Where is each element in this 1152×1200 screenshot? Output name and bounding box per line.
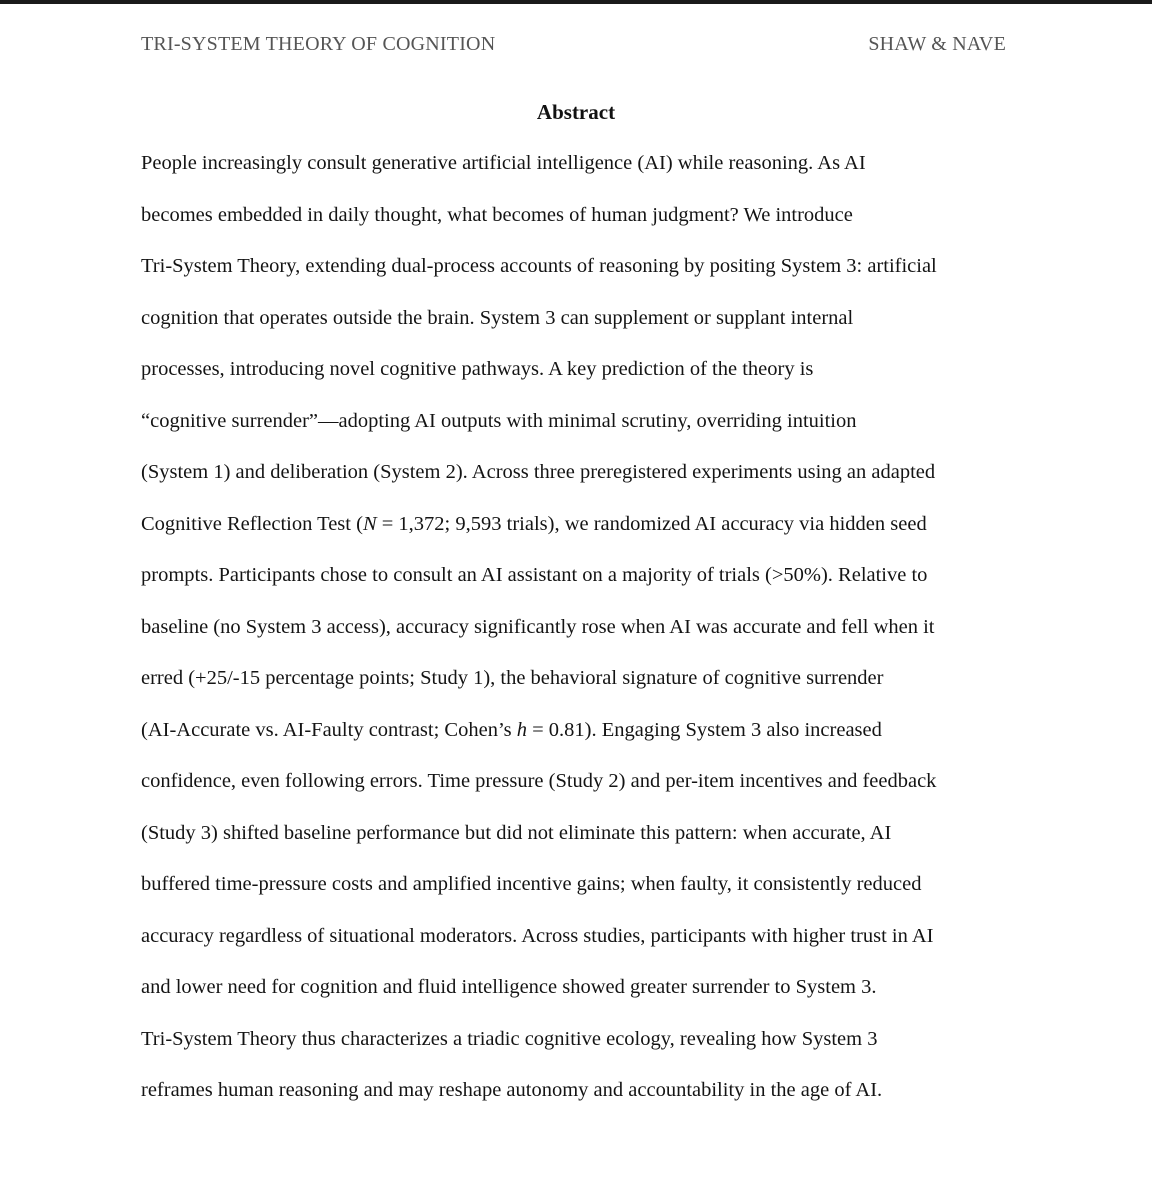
abstract-line: erred (+25/-15 percentage points; Study 1), the behavioral signature of cognitive surrender bbox=[141, 667, 884, 689]
abstract-line: (Study 3) shifted baseline performance but did not eliminate this pattern: when accurate, AI bbox=[141, 821, 892, 844]
abstract-body bbox=[141, 146, 1041, 1125]
abstract-line: (System 1) and deliberation (System 2). Across three preregistered experiments using an adapted bbox=[141, 461, 936, 483]
abstract-line: accuracy regardless of situational moderators. Across studies, participants with higher trust in AI bbox=[141, 924, 934, 947]
line-text-post: = 1,372; 9,593 trials), we randomized AI accuracy via hidden seed bbox=[376, 512, 927, 535]
top-edge-bar bbox=[0, 0, 1152, 4]
abstract-line: baseline (no System 3 access), accuracy significantly rose when AI was accurate and fell when it bbox=[141, 615, 935, 638]
abstract-line: and lower need for cognition and fluid intelligence showed greater surrender to System 3. bbox=[141, 976, 877, 998]
abstract-line-sample-size bbox=[141, 507, 1041, 559]
abstract-line: confidence, even following errors. Time pressure (Study 2) and per-item incentives and feedback bbox=[141, 770, 937, 792]
running-head-authors: SHAW & NAVE bbox=[868, 33, 1006, 55]
abstract-line-effect-size bbox=[141, 713, 1041, 765]
line-text-post: = 0.81). Engaging System 3 also increased bbox=[527, 718, 882, 741]
abstract-line: Tri-System Theory thus characterizes a triadic cognitive ecology, revealing how System 3 bbox=[141, 1027, 878, 1050]
abstract-line: buffered time-pressure costs and amplified incentive gains; when faulty, it consistently reduced bbox=[141, 873, 922, 895]
line-text-pre: Cognitive Reflection Test ( bbox=[141, 512, 363, 535]
abstract-line: processes, introducing novel cognitive pathways. A key prediction of the theory is bbox=[141, 358, 814, 380]
abstract-line: “cognitive surrender”—adopting AI outputs with minimal scrutiny, overriding intuition bbox=[141, 409, 857, 432]
abstract-heading: Abstract bbox=[536, 100, 616, 124]
line-text-pre: (AI-Accurate vs. AI-Faulty contrast; Cohen’s bbox=[141, 718, 517, 741]
italic-symbol-h: h bbox=[516, 718, 527, 741]
abstract-line: Tri-System Theory, extending dual-process accounts of reasoning by positing System 3: artificial bbox=[141, 255, 937, 277]
abstract-line: cognition that operates outside the brain. System 3 can supplement or supplant internal bbox=[141, 306, 854, 329]
italic-symbol-n: N bbox=[362, 512, 377, 535]
abstract-line: People increasingly consult generative artificial intelligence (AI) while reasoning. As AI bbox=[141, 152, 866, 174]
abstract-line: prompts. Participants chose to consult an AI assistant on a majority of trials (>50%). Relative to bbox=[141, 564, 928, 586]
abstract-line: reframes human reasoning and may reshape autonomy and accountability in the age of AI. bbox=[141, 1079, 883, 1101]
running-head-title: TRI-SYSTEM THEORY OF COGNITION bbox=[141, 33, 496, 55]
abstract-line: becomes embedded in daily thought, what becomes of human judgment? We introduce bbox=[141, 203, 853, 226]
